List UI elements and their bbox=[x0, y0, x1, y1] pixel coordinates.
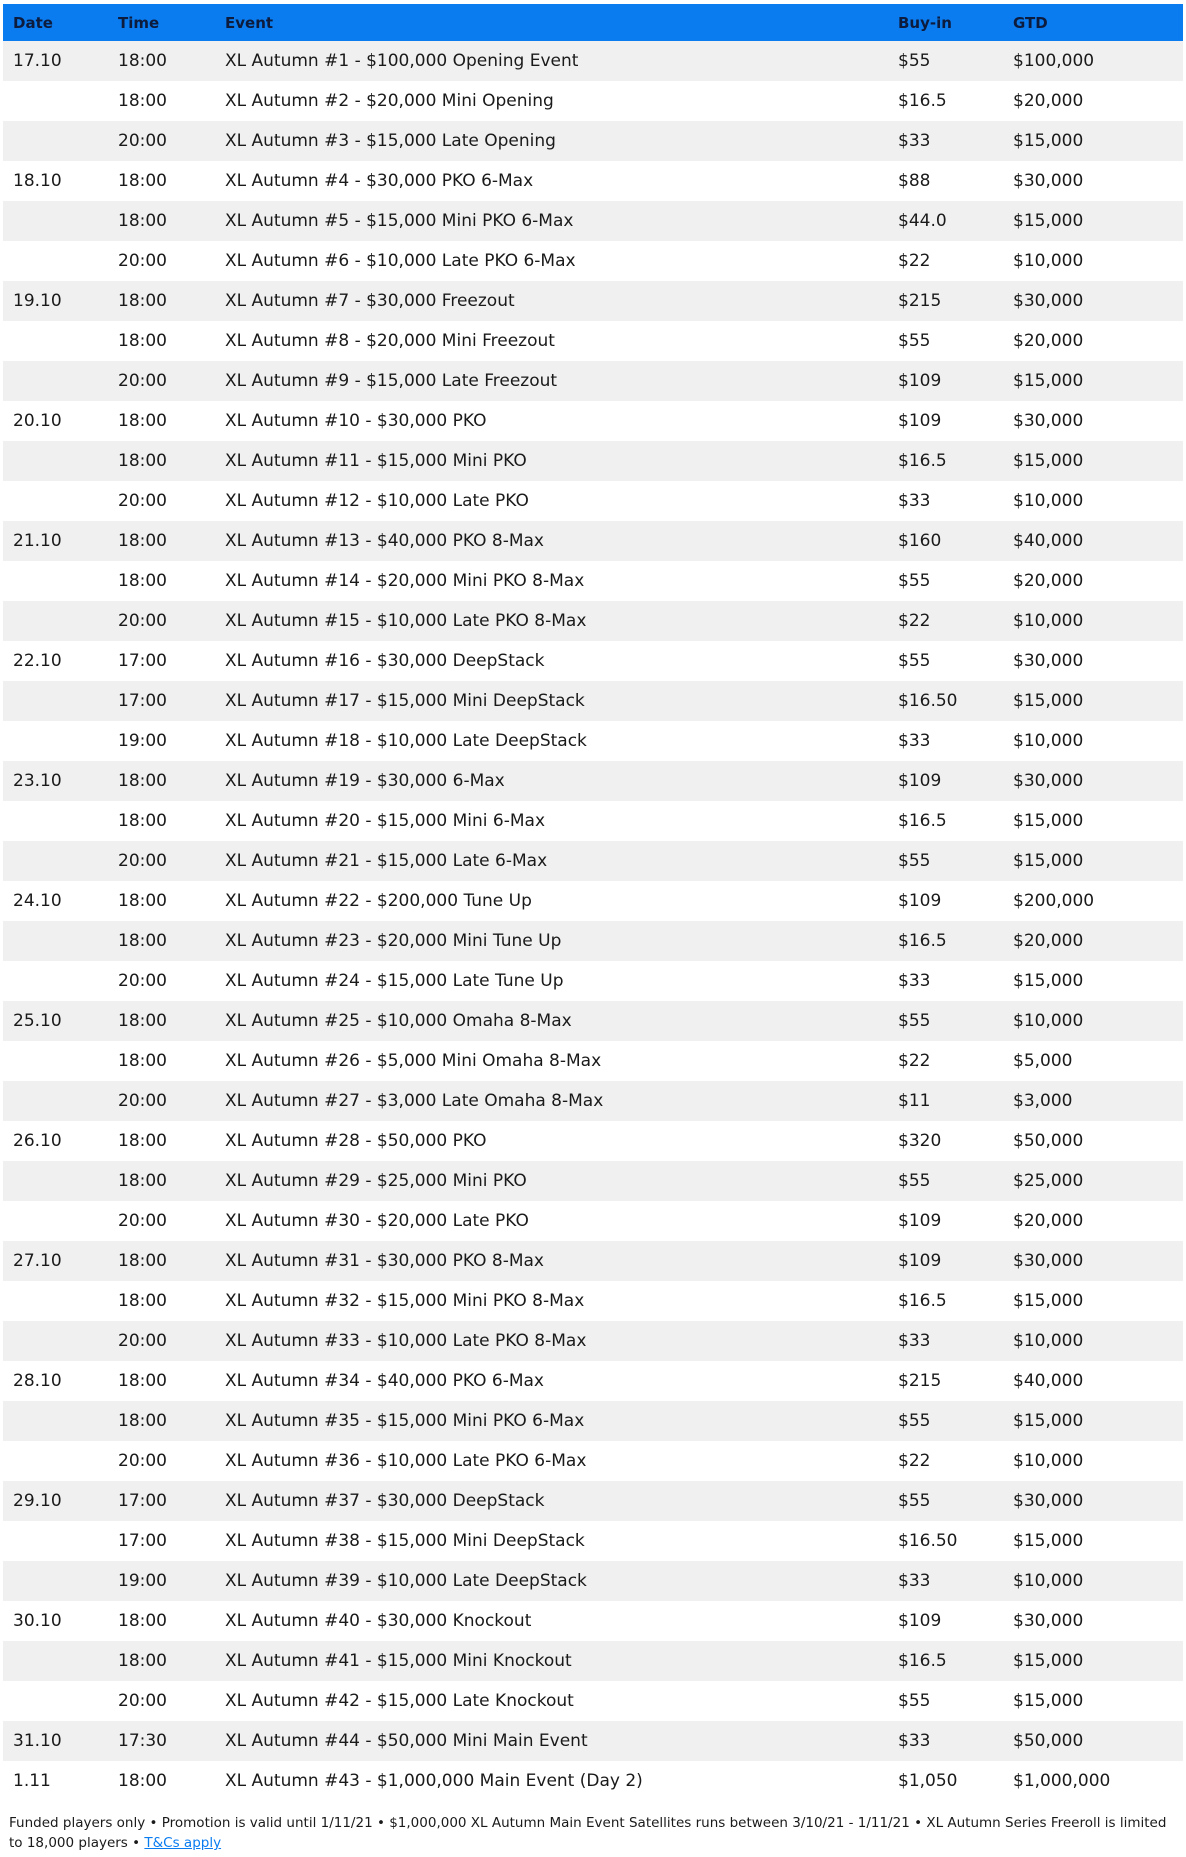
cell-date: 24.10 bbox=[13, 891, 62, 911]
cell-date bbox=[3, 1521, 108, 1561]
cell-date bbox=[3, 1441, 108, 1481]
cell-buyin: $109 bbox=[898, 771, 942, 791]
cell-time: 18:00 bbox=[118, 211, 167, 231]
cell-buyin: $109 bbox=[898, 1251, 942, 1271]
cell-buyin: $55 bbox=[898, 1691, 931, 1711]
table-row bbox=[3, 801, 1183, 841]
table-row bbox=[3, 481, 1183, 521]
cell-time: 20:00 bbox=[118, 371, 167, 391]
terms-footer bbox=[3, 1801, 1183, 1853]
cell-event: XL Autumn #42 - $15,000 Late Knockout bbox=[225, 1691, 574, 1711]
cell-date bbox=[3, 601, 108, 641]
cell-time: 18:00 bbox=[118, 291, 167, 311]
header-time: Time bbox=[118, 13, 160, 32]
cell-time: 17:00 bbox=[118, 1531, 167, 1551]
cell-date bbox=[3, 1321, 108, 1361]
cell-time: 20:00 bbox=[118, 1331, 167, 1351]
cell-gtd: $10,000 bbox=[1013, 491, 1084, 511]
table-row bbox=[3, 1001, 1183, 1041]
cell-time: 20:00 bbox=[118, 1211, 167, 1231]
table-row bbox=[3, 41, 1183, 81]
table-row bbox=[3, 921, 1183, 961]
cell-gtd: $30,000 bbox=[1013, 171, 1084, 191]
cell-gtd: $15,000 bbox=[1013, 1691, 1084, 1711]
cell-event: XL Autumn #36 - $10,000 Late PKO 6-Max bbox=[225, 1451, 587, 1471]
cell-event: XL Autumn #2 - $20,000 Mini Opening bbox=[225, 91, 554, 111]
cell-date bbox=[3, 1641, 108, 1681]
cell-event: XL Autumn #4 - $30,000 PKO 6-Max bbox=[225, 171, 534, 191]
cell-event: XL Autumn #38 - $15,000 Mini DeepStack bbox=[225, 1531, 585, 1551]
cell-gtd: $1,000,000 bbox=[1013, 1771, 1111, 1791]
table-row bbox=[3, 1681, 1183, 1721]
cell-gtd: $20,000 bbox=[1013, 1211, 1084, 1231]
table-row bbox=[3, 201, 1183, 241]
cell-gtd: $25,000 bbox=[1013, 1171, 1084, 1191]
cell-event: XL Autumn #23 - $20,000 Mini Tune Up bbox=[225, 931, 562, 951]
table-row bbox=[3, 1201, 1183, 1241]
cell-event: XL Autumn #24 - $15,000 Late Tune Up bbox=[225, 971, 564, 991]
cell-buyin: $88 bbox=[898, 171, 931, 191]
cell-buyin: $109 bbox=[898, 1611, 942, 1631]
cell-buyin: $1,050 bbox=[898, 1771, 958, 1791]
cell-gtd: $100,000 bbox=[1013, 51, 1095, 71]
cell-event: XL Autumn #21 - $15,000 Late 6-Max bbox=[225, 851, 548, 871]
cell-gtd: $10,000 bbox=[1013, 1451, 1084, 1471]
cell-event: XL Autumn #35 - $15,000 Mini PKO 6-Max bbox=[225, 1411, 585, 1431]
cell-date: 27.10 bbox=[13, 1251, 62, 1271]
table-row bbox=[3, 281, 1183, 321]
cell-time: 18:00 bbox=[118, 1011, 167, 1031]
cell-date: 25.10 bbox=[13, 1011, 62, 1031]
cell-event: XL Autumn #37 - $30,000 DeepStack bbox=[225, 1491, 545, 1511]
cell-buyin: $109 bbox=[898, 891, 942, 911]
cell-event: XL Autumn #17 - $15,000 Mini DeepStack bbox=[225, 691, 585, 711]
cell-buyin: $55 bbox=[898, 1411, 931, 1431]
cell-event: XL Autumn #26 - $5,000 Mini Omaha 8-Max bbox=[225, 1051, 602, 1071]
table-row bbox=[3, 1241, 1183, 1281]
cell-event: XL Autumn #12 - $10,000 Late PKO bbox=[225, 491, 529, 511]
cell-gtd: $3,000 bbox=[1013, 1091, 1073, 1111]
cell-buyin: $16.50 bbox=[898, 691, 958, 711]
table-header bbox=[3, 4, 1183, 41]
cell-event: XL Autumn #8 - $20,000 Mini Freezout bbox=[225, 331, 555, 351]
cell-time: 20:00 bbox=[118, 1091, 167, 1111]
cell-gtd: $40,000 bbox=[1013, 1371, 1084, 1391]
cell-gtd: $15,000 bbox=[1013, 1651, 1084, 1671]
cell-date bbox=[3, 1281, 108, 1321]
header-gtd: GTD bbox=[1013, 13, 1048, 32]
cell-date bbox=[3, 321, 108, 361]
cell-date bbox=[3, 361, 108, 401]
cell-time: 18:00 bbox=[118, 931, 167, 951]
cell-date bbox=[3, 1081, 108, 1121]
cell-time: 18:00 bbox=[118, 451, 167, 471]
cell-time: 18:00 bbox=[118, 1371, 167, 1391]
table-row bbox=[3, 881, 1183, 921]
cell-date bbox=[3, 1041, 108, 1081]
cell-time: 20:00 bbox=[118, 611, 167, 631]
cell-date bbox=[3, 1401, 108, 1441]
table-row bbox=[3, 1761, 1183, 1801]
table-row bbox=[3, 1441, 1183, 1481]
cell-date bbox=[3, 241, 108, 281]
cell-date bbox=[3, 441, 108, 481]
cell-buyin: $160 bbox=[898, 531, 942, 551]
table-row bbox=[3, 601, 1183, 641]
cell-event: XL Autumn #20 - $15,000 Mini 6-Max bbox=[225, 811, 546, 831]
cell-date: 1.11 bbox=[13, 1771, 51, 1791]
table-row bbox=[3, 1161, 1183, 1201]
cell-gtd: $20,000 bbox=[1013, 571, 1084, 591]
table-row bbox=[3, 321, 1183, 361]
cell-gtd: $10,000 bbox=[1013, 731, 1084, 751]
header-buyin: Buy-in bbox=[898, 13, 952, 32]
cell-buyin: $22 bbox=[898, 1051, 931, 1071]
cell-buyin: $109 bbox=[898, 411, 942, 431]
cell-event: XL Autumn #39 - $10,000 Late DeepStack bbox=[225, 1571, 587, 1591]
cell-time: 17:30 bbox=[118, 1731, 167, 1751]
table-row bbox=[3, 441, 1183, 481]
cell-date: 29.10 bbox=[13, 1491, 62, 1511]
cell-event: XL Autumn #30 - $20,000 Late PKO bbox=[225, 1211, 529, 1231]
cell-date: 22.10 bbox=[13, 651, 62, 671]
table-row bbox=[3, 1561, 1183, 1601]
table-body bbox=[3, 41, 1183, 1801]
cell-buyin: $320 bbox=[898, 1131, 942, 1151]
cell-time: 18:00 bbox=[118, 891, 167, 911]
cell-time: 20:00 bbox=[118, 251, 167, 271]
cell-time: 18:00 bbox=[118, 1251, 167, 1271]
cell-date bbox=[3, 1161, 108, 1201]
cell-buyin: $33 bbox=[898, 1571, 931, 1591]
cell-date bbox=[3, 801, 108, 841]
cell-buyin: $33 bbox=[898, 1331, 931, 1351]
cell-event: XL Autumn #19 - $30,000 6-Max bbox=[225, 771, 505, 791]
cell-date: 17.10 bbox=[13, 51, 62, 71]
cell-time: 19:00 bbox=[118, 731, 167, 751]
cell-buyin: $16.5 bbox=[898, 1651, 947, 1671]
cell-event: XL Autumn #6 - $10,000 Late PKO 6-Max bbox=[225, 251, 576, 271]
cell-time: 18:00 bbox=[118, 811, 167, 831]
cell-date bbox=[3, 961, 108, 1001]
table-row bbox=[3, 641, 1183, 681]
cell-gtd: $40,000 bbox=[1013, 531, 1084, 551]
table-row bbox=[3, 361, 1183, 401]
cell-date bbox=[3, 1561, 108, 1601]
cell-date bbox=[3, 841, 108, 881]
cell-date bbox=[3, 201, 108, 241]
table-row bbox=[3, 961, 1183, 1001]
table-row bbox=[3, 81, 1183, 121]
cell-date bbox=[3, 561, 108, 601]
schedule-table bbox=[3, 4, 1183, 1801]
cell-event: XL Autumn #32 - $15,000 Mini PKO 8-Max bbox=[225, 1291, 585, 1311]
table-row bbox=[3, 721, 1183, 761]
cell-buyin: $215 bbox=[898, 1371, 942, 1391]
table-row bbox=[3, 561, 1183, 601]
table-header-row bbox=[3, 4, 1183, 41]
cell-buyin: $44.0 bbox=[898, 211, 947, 231]
cell-time: 18:00 bbox=[118, 771, 167, 791]
cell-buyin: $215 bbox=[898, 291, 942, 311]
cell-date bbox=[3, 721, 108, 761]
cell-time: 18:00 bbox=[118, 1131, 167, 1151]
cell-event: XL Autumn #7 - $30,000 Freezout bbox=[225, 291, 515, 311]
cell-gtd: $30,000 bbox=[1013, 771, 1084, 791]
cell-time: 18:00 bbox=[118, 1651, 167, 1671]
cell-date: 21.10 bbox=[13, 531, 62, 551]
cell-gtd: $15,000 bbox=[1013, 1531, 1084, 1551]
cell-gtd: $30,000 bbox=[1013, 1491, 1084, 1511]
cell-event: XL Autumn #29 - $25,000 Mini PKO bbox=[225, 1171, 527, 1191]
cell-buyin: $55 bbox=[898, 651, 931, 671]
table-row bbox=[3, 761, 1183, 801]
cell-event: XL Autumn #9 - $15,000 Late Freezout bbox=[225, 371, 558, 391]
cell-gtd: $30,000 bbox=[1013, 411, 1084, 431]
cell-buyin: $16.5 bbox=[898, 1291, 947, 1311]
cell-gtd: $15,000 bbox=[1013, 451, 1084, 471]
cell-time: 18:00 bbox=[118, 531, 167, 551]
cell-gtd: $50,000 bbox=[1013, 1131, 1084, 1151]
table-row bbox=[3, 1281, 1183, 1321]
cell-time: 20:00 bbox=[118, 971, 167, 991]
cell-gtd: $30,000 bbox=[1013, 651, 1084, 671]
cell-date: 26.10 bbox=[13, 1131, 62, 1151]
cell-date: 28.10 bbox=[13, 1371, 62, 1391]
cell-gtd: $15,000 bbox=[1013, 691, 1084, 711]
cell-buyin: $22 bbox=[898, 251, 931, 271]
cell-event: XL Autumn #28 - $50,000 PKO bbox=[225, 1131, 487, 1151]
cell-buyin: $33 bbox=[898, 491, 931, 511]
table-row bbox=[3, 1361, 1183, 1401]
cell-date bbox=[3, 681, 108, 721]
cell-date: 23.10 bbox=[13, 771, 62, 791]
cell-event: XL Autumn #10 - $30,000 PKO bbox=[225, 411, 487, 431]
cell-buyin: $16.5 bbox=[898, 91, 947, 111]
cell-time: 18:00 bbox=[118, 1771, 167, 1791]
cell-time: 18:00 bbox=[118, 1171, 167, 1191]
table-row bbox=[3, 121, 1183, 161]
cell-gtd: $15,000 bbox=[1013, 851, 1084, 871]
cell-gtd: $15,000 bbox=[1013, 971, 1084, 991]
cell-event: XL Autumn #31 - $30,000 PKO 8-Max bbox=[225, 1251, 544, 1271]
cell-event: XL Autumn #40 - $30,000 Knockout bbox=[225, 1611, 532, 1631]
header-date: Date bbox=[13, 13, 53, 32]
table-row bbox=[3, 1401, 1183, 1441]
cell-buyin: $22 bbox=[898, 611, 931, 631]
table-row bbox=[3, 521, 1183, 561]
cell-gtd: $20,000 bbox=[1013, 91, 1084, 111]
cell-event: XL Autumn #43 - $1,000,000 Main Event (Day 2) bbox=[225, 1771, 643, 1791]
cell-time: 17:00 bbox=[118, 651, 167, 671]
cell-gtd: $10,000 bbox=[1013, 1331, 1084, 1351]
cell-event: XL Autumn #15 - $10,000 Late PKO 8-Max bbox=[225, 611, 587, 631]
cell-time: 18:00 bbox=[118, 411, 167, 431]
cell-event: XL Autumn #22 - $200,000 Tune Up bbox=[225, 891, 532, 911]
cell-time: 18:00 bbox=[118, 51, 167, 71]
cell-gtd: $10,000 bbox=[1013, 611, 1084, 631]
cell-event: XL Autumn #11 - $15,000 Mini PKO bbox=[225, 451, 527, 471]
cell-buyin: $55 bbox=[898, 1491, 931, 1511]
cell-date: 18.10 bbox=[13, 171, 62, 191]
cell-event: XL Autumn #13 - $40,000 PKO 8-Max bbox=[225, 531, 544, 551]
cell-event: XL Autumn #34 - $40,000 PKO 6-Max bbox=[225, 1371, 544, 1391]
cell-time: 19:00 bbox=[118, 1571, 167, 1591]
cell-gtd: $15,000 bbox=[1013, 1411, 1084, 1431]
cell-buyin: $109 bbox=[898, 371, 942, 391]
terms-text: Funded players only • Promotion is valid until 1/11/21 • $1,000,000 XL Autumn Main Event Satellites runs between 3/10/21 - 1/11/21 • XL Autumn Series Freeroll is limited to 18,000 players • bbox=[9, 1815, 1167, 1851]
cell-event: XL Autumn #33 - $10,000 Late PKO 8-Max bbox=[225, 1331, 587, 1351]
cell-gtd: $10,000 bbox=[1013, 1571, 1084, 1591]
cell-time: 18:00 bbox=[118, 571, 167, 591]
table-row bbox=[3, 841, 1183, 881]
cell-gtd: $30,000 bbox=[1013, 291, 1084, 311]
cell-time: 18:00 bbox=[118, 1411, 167, 1431]
cell-buyin: $16.5 bbox=[898, 811, 947, 831]
cell-buyin: $33 bbox=[898, 131, 931, 151]
cell-date bbox=[3, 921, 108, 961]
cell-buyin: $16.5 bbox=[898, 451, 947, 471]
cell-date: 20.10 bbox=[13, 411, 62, 431]
cell-buyin: $55 bbox=[898, 331, 931, 351]
cell-date: 19.10 bbox=[13, 291, 62, 311]
cell-event: XL Autumn #14 - $20,000 Mini PKO 8-Max bbox=[225, 571, 585, 591]
cell-gtd: $5,000 bbox=[1013, 1051, 1073, 1071]
cell-event: XL Autumn #3 - $15,000 Late Opening bbox=[225, 131, 556, 151]
cell-time: 18:00 bbox=[118, 331, 167, 351]
cell-buyin: $11 bbox=[898, 1091, 931, 1111]
table-row bbox=[3, 681, 1183, 721]
cell-gtd: $200,000 bbox=[1013, 891, 1095, 911]
cell-event: XL Autumn #44 - $50,000 Mini Main Event bbox=[225, 1731, 588, 1751]
cell-buyin: $33 bbox=[898, 971, 931, 991]
cell-gtd: $15,000 bbox=[1013, 211, 1084, 231]
table-row bbox=[3, 161, 1183, 201]
cell-date bbox=[3, 481, 108, 521]
cell-event: XL Autumn #16 - $30,000 DeepStack bbox=[225, 651, 545, 671]
cell-buyin: $55 bbox=[898, 1171, 931, 1191]
cell-time: 20:00 bbox=[118, 851, 167, 871]
cell-buyin: $33 bbox=[898, 1731, 931, 1751]
cell-time: 18:00 bbox=[118, 171, 167, 191]
table-row bbox=[3, 1121, 1183, 1161]
cell-gtd: $50,000 bbox=[1013, 1731, 1084, 1751]
cell-event: XL Autumn #18 - $10,000 Late DeepStack bbox=[225, 731, 587, 751]
cell-gtd: $20,000 bbox=[1013, 931, 1084, 951]
cell-time: 17:00 bbox=[118, 691, 167, 711]
table-row bbox=[3, 1041, 1183, 1081]
cell-time: 20:00 bbox=[118, 491, 167, 511]
cell-gtd: $15,000 bbox=[1013, 1291, 1084, 1311]
cell-time: 20:00 bbox=[118, 131, 167, 151]
cell-buyin: $22 bbox=[898, 1451, 931, 1471]
cell-date bbox=[3, 121, 108, 161]
cell-gtd: $15,000 bbox=[1013, 131, 1084, 151]
cell-event: XL Autumn #25 - $10,000 Omaha 8-Max bbox=[225, 1011, 572, 1031]
cell-buyin: $16.50 bbox=[898, 1531, 958, 1551]
cell-date bbox=[3, 81, 108, 121]
table-row bbox=[3, 1081, 1183, 1121]
cell-gtd: $30,000 bbox=[1013, 1611, 1084, 1631]
table-row bbox=[3, 1521, 1183, 1561]
cell-buyin: $55 bbox=[898, 1011, 931, 1031]
cell-date: 30.10 bbox=[13, 1611, 62, 1631]
cell-event: XL Autumn #5 - $15,000 Mini PKO 6-Max bbox=[225, 211, 574, 231]
table-row bbox=[3, 1481, 1183, 1521]
header-event: Event bbox=[225, 13, 274, 32]
cell-date: 31.10 bbox=[13, 1731, 62, 1751]
cell-time: 18:00 bbox=[118, 1611, 167, 1631]
table-row bbox=[3, 1321, 1183, 1361]
cell-buyin: $109 bbox=[898, 1211, 942, 1231]
cell-buyin: $55 bbox=[898, 571, 931, 591]
table-row bbox=[3, 401, 1183, 441]
cell-time: 18:00 bbox=[118, 1051, 167, 1071]
table-row bbox=[3, 1721, 1183, 1761]
cell-gtd: $30,000 bbox=[1013, 1251, 1084, 1271]
cell-gtd: $10,000 bbox=[1013, 251, 1084, 271]
cell-time: 20:00 bbox=[118, 1691, 167, 1711]
cell-time: 18:00 bbox=[118, 1291, 167, 1311]
cell-buyin: $33 bbox=[898, 731, 931, 751]
cell-event: XL Autumn #41 - $15,000 Mini Knockout bbox=[225, 1651, 572, 1671]
table-row bbox=[3, 1641, 1183, 1681]
cell-time: 17:00 bbox=[118, 1491, 167, 1511]
cell-time: 18:00 bbox=[118, 91, 167, 111]
cell-gtd: $15,000 bbox=[1013, 811, 1084, 831]
cell-gtd: $15,000 bbox=[1013, 371, 1084, 391]
cell-buyin: $55 bbox=[898, 51, 931, 71]
cell-gtd: $10,000 bbox=[1013, 1011, 1084, 1031]
cell-event: XL Autumn #1 - $100,000 Opening Event bbox=[225, 51, 579, 71]
cell-date bbox=[3, 1201, 108, 1241]
cell-date bbox=[3, 1681, 108, 1721]
cell-gtd: $20,000 bbox=[1013, 331, 1084, 351]
table-row bbox=[3, 1601, 1183, 1641]
cell-time: 20:00 bbox=[118, 1451, 167, 1471]
table-row bbox=[3, 241, 1183, 281]
cell-event: XL Autumn #27 - $3,000 Late Omaha 8-Max bbox=[225, 1091, 604, 1111]
cell-buyin: $55 bbox=[898, 851, 931, 871]
tcs-link[interactable]: T&Cs apply bbox=[144, 1835, 222, 1851]
cell-buyin: $16.5 bbox=[898, 931, 947, 951]
